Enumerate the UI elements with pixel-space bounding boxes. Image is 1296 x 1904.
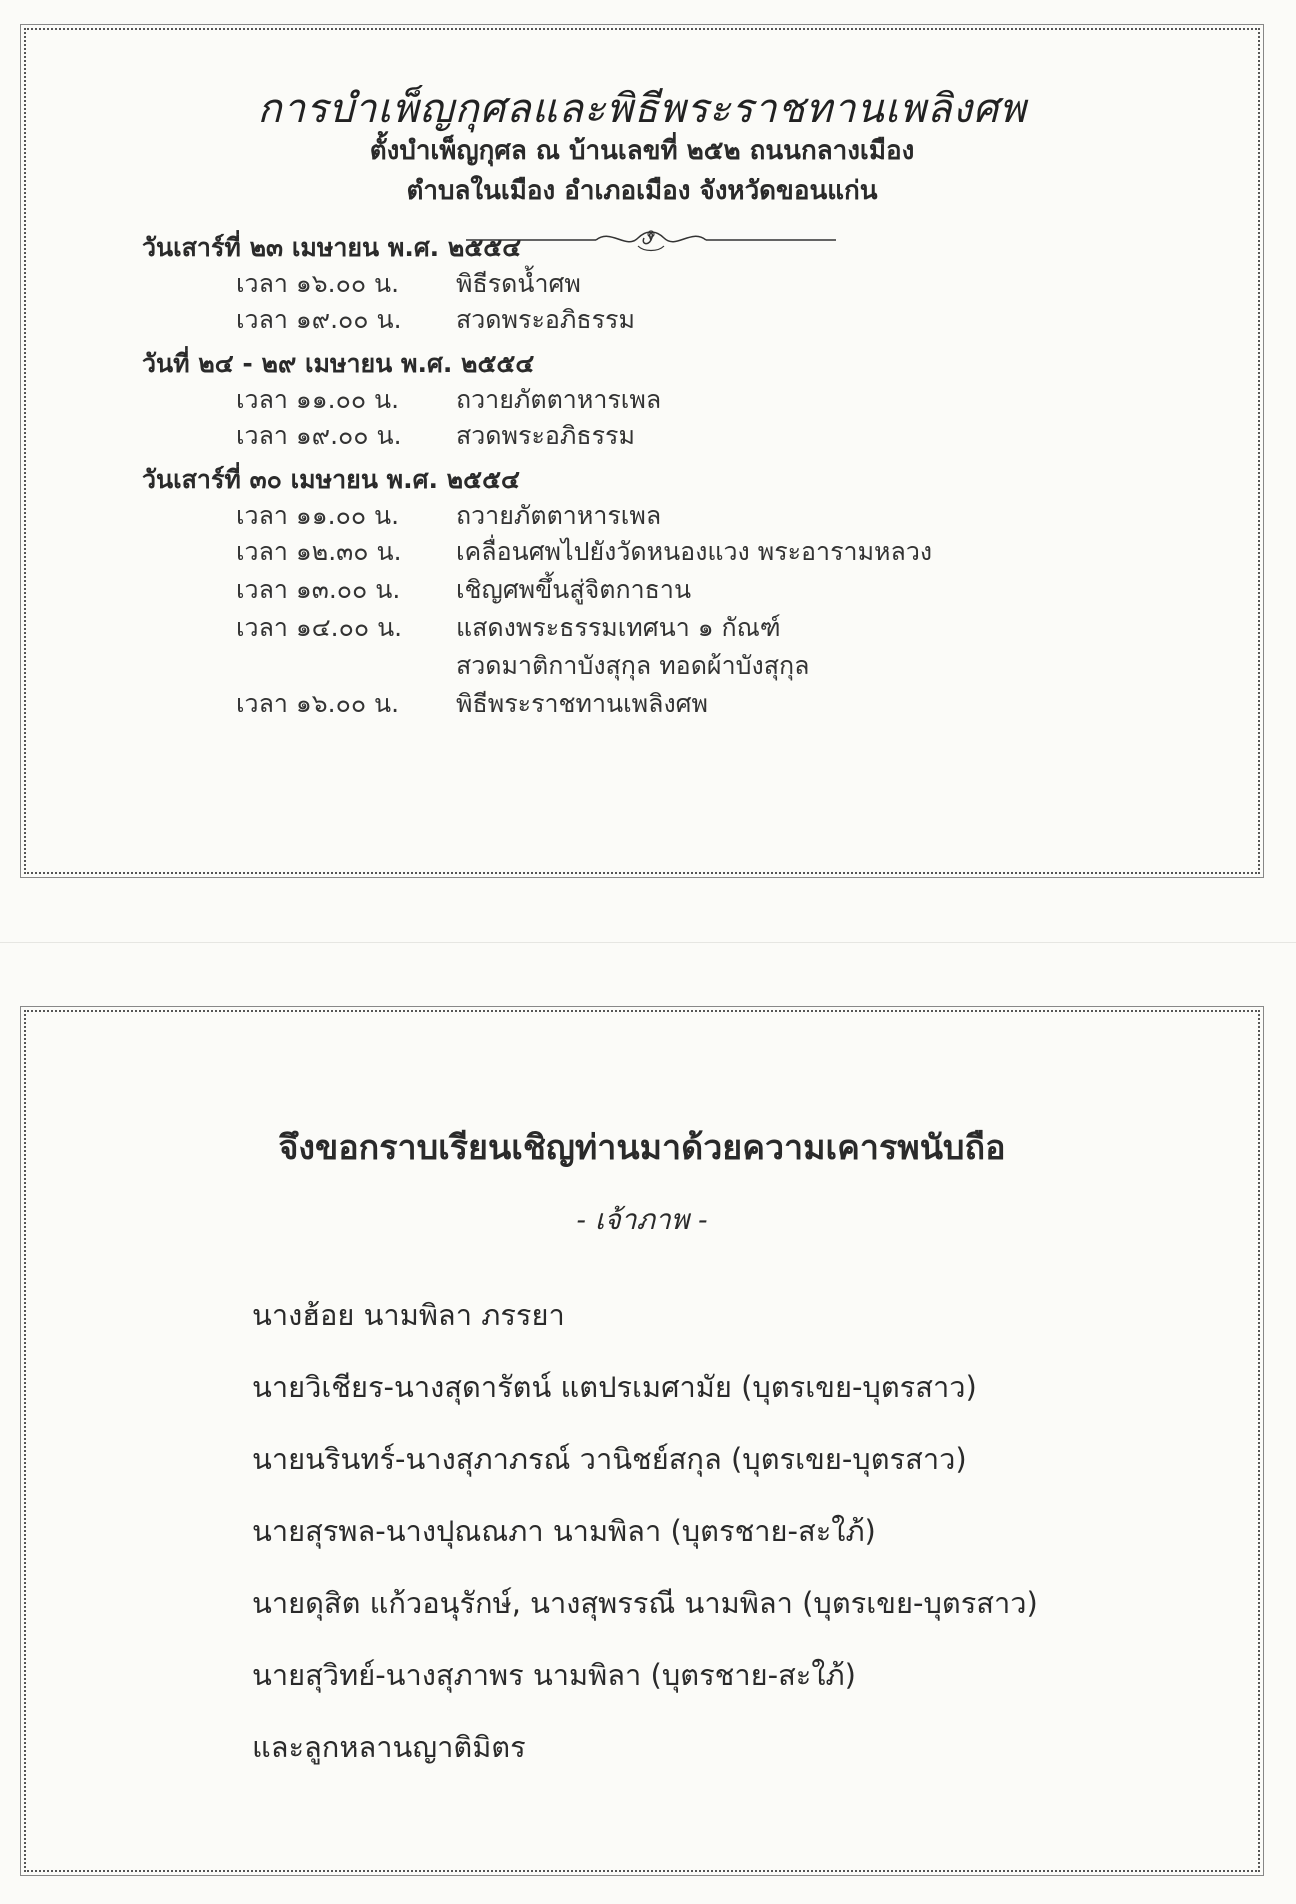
- ceremony-title: การบำเพ็ญกุศลและพิธีพระราชทานเพลิงศพ: [257, 86, 1027, 132]
- page-fold-line: [0, 942, 1296, 943]
- schedule-activity: เชิญศพขึ้นสู่จิตกาธาน: [456, 575, 692, 604]
- host-name: และลูกหลานญาติมิตร: [252, 1730, 526, 1764]
- schedule-time: เวลา ๑๔.๐๐ น.: [236, 613, 403, 642]
- schedule-time: เวลา ๑๖.๐๐ น.: [236, 689, 400, 718]
- schedule-activity: พิธีพระราชทานเพลิงศพ: [456, 689, 709, 718]
- ornament-divider: [466, 220, 836, 260]
- schedule-activity: สวดมาติกาบังสุกุล ทอดผ้าบังสุกุล: [456, 651, 810, 680]
- host-name: นายสุรพล-นางปุณณภา นามพิลา (บุตรชาย-สะใภ้): [252, 1514, 876, 1548]
- schedule-activity: พิธีรดน้ำศพ: [456, 269, 581, 298]
- schedule-card: [24, 28, 1260, 874]
- invitation-card: [24, 1010, 1260, 1872]
- schedule-activity: เคลื่อนศพไปยังวัดหนองแวง พระอารามหลวง: [456, 537, 933, 566]
- venue-line-1: ตั้งบำเพ็ญกุศล ณ บ้านเลขที่ ๒๕๒ ถนนกลางเมือง: [369, 136, 915, 166]
- schedule-activity: สวดพระอภิธรรม: [456, 305, 635, 334]
- schedule-time: เวลา ๑๖.๐๐ น.: [236, 269, 400, 298]
- invitation-title: จึงขอกราบเรียนเชิญท่านมาด้วยความเคารพนับถือ: [278, 1128, 1006, 1168]
- venue-line-2: ตำบลในเมือง อำเภอเมือง จังหวัดขอนแก่น: [406, 176, 878, 206]
- host-name: นายสุวิทย์-นางสุภาพร นามพิลา (บุตรชาย-สะใภ้): [252, 1658, 856, 1692]
- schedule-time: เวลา ๑๙.๐๐ น.: [236, 421, 402, 450]
- host-name: นายวิเชียร-นางสุดารัตน์ แตปรเมศามัย (บุตรเขย-บุตรสาว): [252, 1370, 977, 1404]
- day-heading: วันเสาร์ที่ ๓๐ เมษายน พ.ศ. ๒๕๕๔: [142, 465, 520, 494]
- schedule-time: เวลา ๑๒.๓๐ น.: [236, 537, 402, 566]
- schedule-activity: ถวายภัตตาหารเพล: [456, 385, 662, 414]
- schedule-activity: แสดงพระธรรมเทศนา ๑ กัณฑ์: [456, 613, 781, 642]
- schedule-time: เวลา ๑๓.๐๐ น.: [236, 575, 401, 604]
- host-name: นายนรินทร์-นางสุภาภรณ์ วานิชย์สกุล (บุตรเขย-บุตรสาว): [252, 1442, 967, 1476]
- schedule-activity: ถวายภัตตาหารเพล: [456, 501, 662, 530]
- schedule-time: เวลา ๑๑.๐๐ น.: [236, 501, 400, 530]
- schedule-time: เวลา ๑๙.๐๐ น.: [236, 305, 402, 334]
- schedule-time: เวลา ๑๑.๐๐ น.: [236, 385, 400, 414]
- host-label: - เจ้าภาพ -: [576, 1203, 708, 1236]
- day-heading: วันที่ ๒๔ - ๒๙ เมษายน พ.ศ. ๒๕๕๔: [142, 349, 535, 378]
- day-heading: วันเสาร์ที่ ๒๓ เมษายน พ.ศ. ๒๕๕๔: [142, 233, 522, 262]
- host-name: นายดุสิต แก้วอนุรักษ์, นางสุพรรณี นามพิลา (บุตรเขย-บุตรสาว): [252, 1586, 1038, 1620]
- schedule-activity: สวดพระอภิธรรม: [456, 421, 635, 450]
- host-name: นางฮ้อย นามพิลา ภรรยา: [252, 1298, 565, 1332]
